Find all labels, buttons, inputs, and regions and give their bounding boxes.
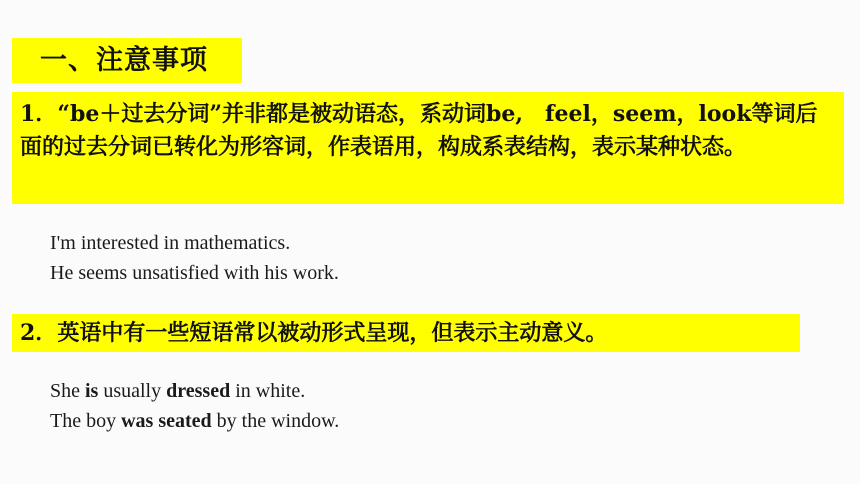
note-1-text: “be＋过去分词”并非都是被动语态，系动词be, feel，seem，look等词后面的过去分词已转化为形容词，作表语用，构成系表结构，表示某种状态。 xyxy=(20,101,818,160)
example-sentence xyxy=(50,376,339,406)
bold-verb: was seated xyxy=(121,410,212,432)
example-sentence: I'm interested in mathematics. xyxy=(50,232,291,254)
note-1-number: 1． xyxy=(20,101,58,127)
sentence-part: She xyxy=(50,380,85,402)
bold-verb: is xyxy=(85,380,99,402)
sentence-part: in white. xyxy=(230,380,306,402)
example-sentence: He seems unsatisfied with his work. xyxy=(50,262,339,284)
sentence-part: The boy xyxy=(50,410,122,432)
bold-verb: dressed xyxy=(166,380,231,402)
examples-1 xyxy=(50,228,339,288)
note-2-number: 2． xyxy=(20,320,58,346)
note-2-text: 英语中有一些短语常以被动形式呈现，但表示主动意义。 xyxy=(57,320,608,346)
section-title: 一、注意事项 xyxy=(12,38,242,83)
sentence-part: by the window. xyxy=(211,410,340,432)
sentence-part: usually xyxy=(98,380,167,402)
example-sentence xyxy=(50,406,339,436)
note-2 xyxy=(12,314,800,352)
examples-2 xyxy=(50,376,339,436)
note-1 xyxy=(12,92,844,204)
